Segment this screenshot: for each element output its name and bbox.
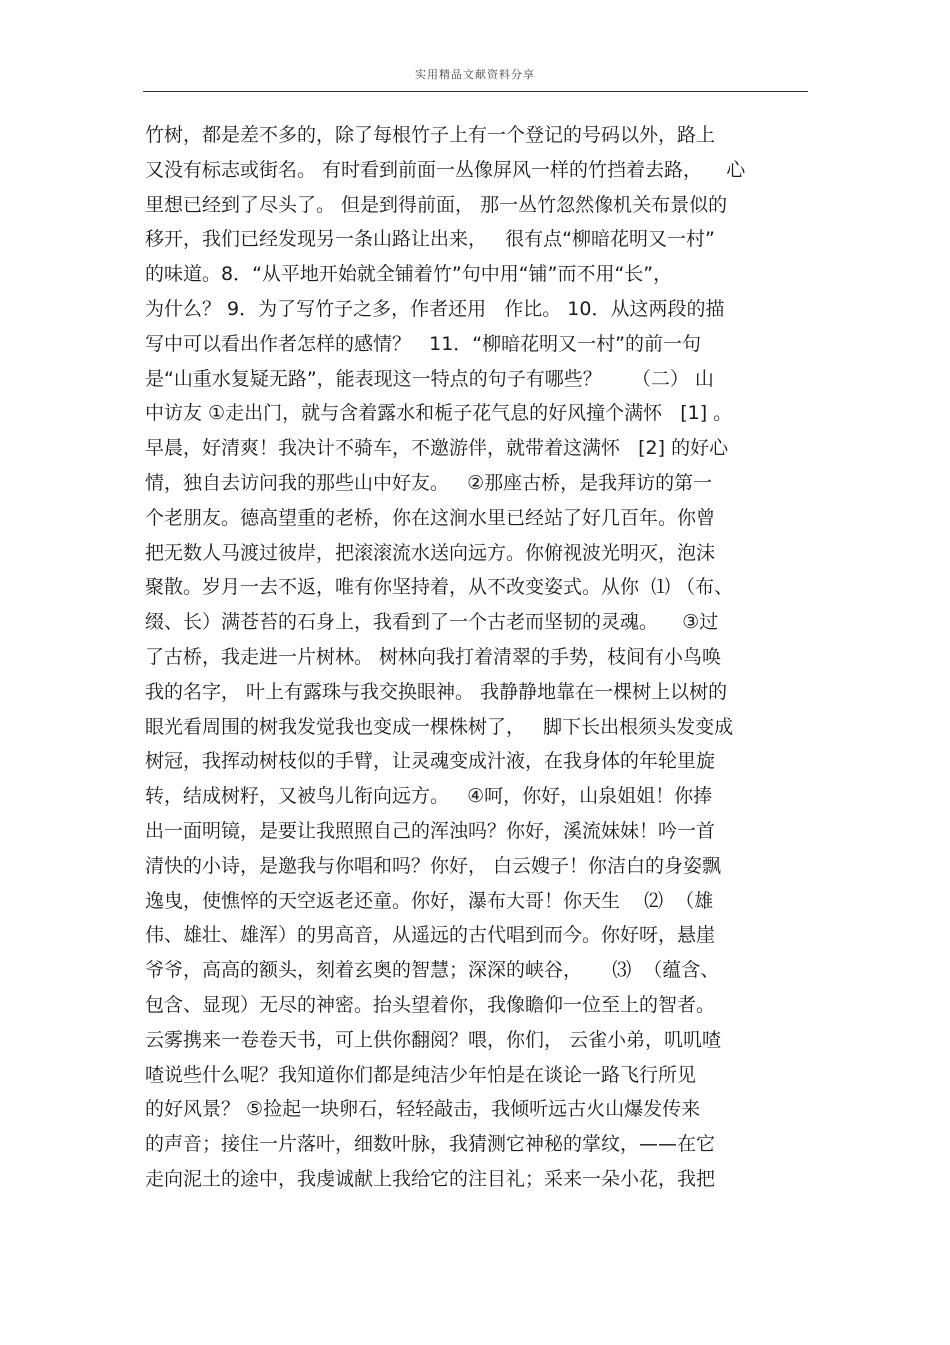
text-line: 逸曳，使憔悴的天空返老还童。你好，瀑布大哥！你天生 ⑵ （雄 xyxy=(145,889,714,912)
text-line: 树冠，我挥动树枝似的手臂，让灵魂变成汁液，在我身体的年轮里旋 xyxy=(145,750,716,773)
text-line: 里想已经到了尽头了。 但是到得前面， 那一丛竹忽然像机关布景似的 xyxy=(145,193,728,216)
text-line: 移开，我们已经发现另一条山路让出来， 很有点“柳暗花明又一村” xyxy=(145,228,715,251)
text-line: 个老朋友。德高望重的老桥，你在这涧水里已经站了好几百年。你曾 xyxy=(145,506,716,529)
header-divider xyxy=(143,91,808,92)
document-body xyxy=(145,118,825,1197)
text-line: 又没有标志或街名。 有时看到前面一丛像屏风一样的竹挡着去路， 心 xyxy=(145,158,746,181)
page-header: 实用精品文献资料分享 xyxy=(415,68,535,81)
text-line: 为什么？ 9．为了写竹子之多，作者还用 作比。 10．从这两段的描 xyxy=(145,297,725,320)
text-line: 云雾携来一卷卷天书，可上供你翻阅？喂，你们， 云雀小弟，叽叽喳 xyxy=(145,1028,722,1051)
text-line: 的声音；接住一片落叶，细数叶脉，我猜测它神秘的掌纹，——在它 xyxy=(145,1133,716,1156)
text-line: 清快的小诗，是邀我与你唱和吗？你好， 白云嫂子！你洁白的身姿飘 xyxy=(145,854,722,877)
text-line: 写中可以看出作者怎样的感情？ 11．“柳暗花明又一村”的前一句 xyxy=(145,332,701,355)
text-line: 的味道。8．“从平地开始就全铺着竹”句中用“铺”而不用“长”， xyxy=(145,263,673,286)
text-line: 出一面明镜，是要让我照照自己的浑浊吗？你好，溪流妹妹！吟一首 xyxy=(145,819,716,842)
text-line: 中访友 ①走出门，就与含着露水和栀子花气息的好风撞个满怀 [1] 。 xyxy=(145,402,733,425)
text-line: 喳说些什么呢？我知道你们都是纯洁少年怕是在谈论一路飞行所见 xyxy=(145,1063,697,1086)
text-line: 爷爷，高高的额头，刻着玄奥的智慧；深深的峡谷， ⑶ （蕴含、 xyxy=(145,959,720,982)
text-line: 的好风景？ ⑤捡起一块卵石，轻轻敲击，我倾听远古火山爆发传来 xyxy=(145,1098,701,1121)
text-line: 是“山重水复疑无路”，能表现这一特点的句子有哪些？ （二） 山 xyxy=(145,367,714,390)
text-line: 聚散。岁月一去不返，唯有你坚持着，从不改变姿式。从你 ⑴ （布、 xyxy=(145,576,734,599)
text-line: 伟、雄壮、雄浑）的男高音，从遥远的古代唱到而今。你好呀，悬崖 xyxy=(145,924,716,947)
text-line: 转，结成树籽，又被鸟儿衔向远方。 ④呵，你好，山泉姐姐！你捧 xyxy=(145,785,713,808)
text-line: 缀、长）满苍苔的石身上，我看到了一个古老而坚韧的灵魂。 ③过 xyxy=(145,611,719,634)
text-line: 把无数人马渡过彼岸，把滚滚流水送向远方。你俯视波光明灭，泡沫 xyxy=(145,541,716,564)
text-line: 早晨，好清爽！我决计不骑车，不邀游伴，就带着这满怀 [2] 的好心 xyxy=(145,437,729,460)
text-line: 情，独自去访问我的那些山中好友。 ②那座古桥，是我拜访的第一 xyxy=(145,471,713,494)
text-line: 我的名字， 叶上有露珠与我交换眼神。 我静静地靠在一棵树上以树的 xyxy=(145,680,728,703)
text-line: 了古桥，我走进一片树林。 树林向我打着清翠的手势，枝间有小鸟唤 xyxy=(145,645,722,668)
text-line: 走向泥土的途中，我虔诚献上我给它的注目礼；采来一朵小花，我把 xyxy=(145,1167,716,1190)
text-line: 竹树，都是差不多的，除了每根竹子上有一个登记的号码以外，路上 xyxy=(145,124,716,146)
text-line: 眼光看周围的树我发觉我也变成一棵株树了， 脚下长出根须头发变成 xyxy=(145,715,734,738)
text-line: 包含、显现）无尽的神密。抬头望着你，我像瞻仰一位至上的智者。 xyxy=(145,993,716,1016)
